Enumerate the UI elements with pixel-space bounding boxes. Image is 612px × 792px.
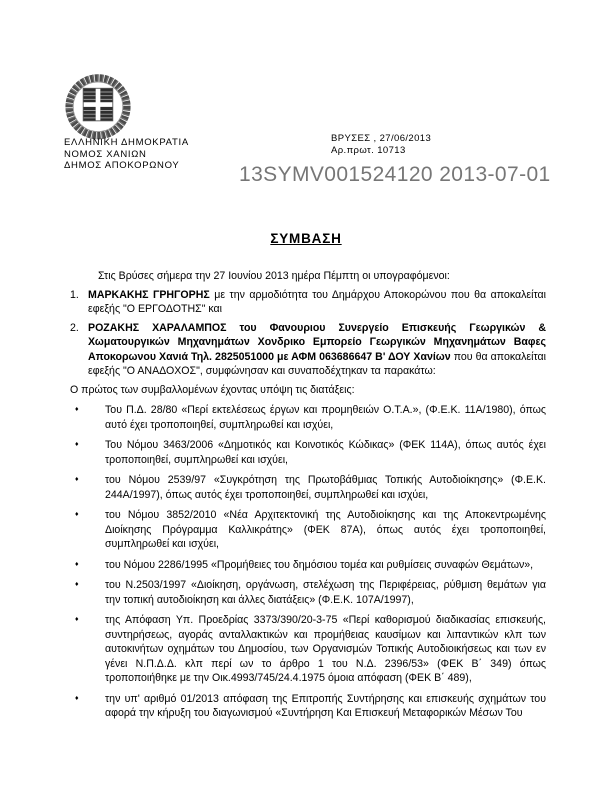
party-item-1 bbox=[70, 288, 546, 317]
prefecture-line: ΝΟΜΟΣ ΧΑΝΙΩΝ bbox=[64, 148, 147, 160]
diamond-bullet-icon: ♦ bbox=[75, 441, 79, 448]
party-text bbox=[88, 321, 546, 379]
protocol-number-line: Αρ.πρωτ. 10713 bbox=[331, 144, 406, 156]
bullet-text: του Ν.2503/1997 «Διοίκηση, οργάνωση, στελέχωση της Περιφέρειας, ρύθμιση θεμάτων για την τοπική αυτοδιοίκηση και άλλες διατάξεις» (Φ.Ε.Κ. 107Α/1997), bbox=[105, 579, 546, 606]
bullet-text: της Απόφαση Υπ. Προεδρίας 3373/390/20-3-75 «Περί καθορισμού διαδικασίας επισκευής, συντηρήσεως, αγοράς ανταλλακτικών και προμήθειας καυσίμων και λιπαντικών κλπ των αυτοκινήτων οχημάτων του Δημοσίου, των Οργανισμών Τοπικής Αυτοδιοικήσεως και των εν γένει Ν.Π.Δ.Δ. κλπ περί ων το άρθρο 1 του Ν.Δ. 2396/53» (ΦΕΚ Β΄ 349) όπως τροποποιήθηκε με την Οικ.4993/745/24.4.1975 όμοια απόφαση (ΦΕΚ Β΄ 489), bbox=[105, 614, 546, 684]
diamond-bullet-icon: ♦ bbox=[75, 581, 79, 588]
party-text bbox=[88, 288, 546, 317]
party-rest: που θα αποκαλείται εφεξής "Ο ΑΝΑΔΟΧΟΣ", συμφώνησαν και συναποδέχτηκαν τα παρακάτω: bbox=[88, 350, 547, 377]
bullet-text: του Νόμου 2539/97 «Συγκρότηση της Πρωτοβάθμιας Τοπικής Αυτοδιοίκησης» (Φ.Ε.Κ. 244Α/1997), όπως αυτός έχει τροποποιηθεί, συμπληρωθεί και ισχύει, bbox=[105, 474, 546, 501]
preamble-paragraph: Ο πρώτος των συμβαλλομένων έχοντας υπόψη τις διατάξεις: bbox=[70, 383, 355, 396]
coat-of-arms-icon bbox=[61, 72, 135, 146]
list-item bbox=[70, 558, 546, 573]
republic-line: ΕΛΛΗΝΙΚΗ ΔΗΜΟΚΡΑΤΙΑ bbox=[64, 137, 189, 148]
legal-provisions-list bbox=[70, 403, 546, 721]
list-item bbox=[70, 692, 546, 721]
party-name-bold: ΜΑΡΚΑΚΗΣ ΓΡΗΓΟΡΗΣ bbox=[88, 288, 210, 301]
list-item bbox=[70, 473, 546, 502]
contract-registry-stamp: 13SYMV001524120 2013-07-01 bbox=[239, 163, 551, 186]
diamond-bullet-icon: ♦ bbox=[75, 511, 79, 518]
municipality-line: ΔΗΜΟΣ ΑΠΟΚΟΡΩΝΟΥ bbox=[64, 160, 180, 171]
list-item bbox=[70, 508, 546, 552]
party-name-bold: ΡΟΖΑΚΗΣ ΧΑΡΑΛΑΜΠΟΣ του Φανουριου Συνεργείο Επισκευής Γεωργικών & Χωματουργικών Μηχανημάτων Χονδρικο Εμπορείο Γεωργικών Μηχανημάτων Βαφες Αποκορωνου Χανιά Τηλ. 2825051000 με ΑΦΜ 063686647 Β' ΔΟΥ Χανίων bbox=[88, 321, 546, 363]
diamond-bullet-icon: ♦ bbox=[75, 694, 79, 702]
party-item-2 bbox=[70, 321, 546, 379]
list-item bbox=[70, 403, 546, 432]
bullet-text: την υπ' αριθμό 01/2013 απόφαση της Επιτροπής Συντήρησης και επισκευής σχημάτων του αφορά την κήρυξη του διαγωνισμού «Συντήρηση Και Επισκευή Μεταφορικών Μέσων Του bbox=[105, 692, 546, 719]
diamond-bullet-icon: ♦ bbox=[75, 406, 79, 413]
intro-paragraph: Στις Βρύσες σήμερα την 27 Ιουνίου 2013 ημέρα Πέμπτη οι υπογραφόμενοι: bbox=[98, 270, 450, 282]
party-number: 2. bbox=[70, 321, 79, 334]
diamond-bullet-icon: ♦ bbox=[75, 616, 79, 623]
header-left-block bbox=[64, 137, 189, 172]
contract-title: ΣΥΜΒΑΣΗ bbox=[270, 231, 342, 246]
diamond-bullet-icon: ♦ bbox=[75, 560, 79, 568]
list-item bbox=[70, 578, 546, 607]
bullet-text: του Νόμου 2286/1995 «Προμήθειες του δημόσιου τομέα και ρυθμίσεις συναφών Θεμάτων», bbox=[105, 558, 534, 571]
diamond-bullet-icon: ♦ bbox=[75, 476, 79, 483]
party-rest: με την αρμοδιότητα του Δημάρχου Αποκορώνου που θα αποκαλείται εφεξής "Ο ΕΡΓΟΔΟΤΗΣ" και bbox=[88, 288, 546, 315]
header-right-block bbox=[331, 133, 431, 156]
place-date-line: ΒΡΥΣΕΣ , 27/06/2013 bbox=[331, 133, 432, 144]
bullet-text: του Νόμου 3852/2010 «Νέα Αρχιτεκτονική της Αυτοδιοίκησης και της Αποκεντρωμένης Διοίκησης Πρόγραμμα Καλλικράτης» (ΦΕΚ 87Α), όπως αυτός έχει τροποποιηθεί, συμπληρωθεί και ισχύει, bbox=[105, 509, 546, 550]
contract-body bbox=[70, 269, 546, 727]
bullet-text: Του Νόμου 3463/2006 «Δημοτικός και Κοινοτικός Κώδικας» (ΦΕΚ 114Α), όπως αυτός έχει τροποποιηθεί, συμπληρωθεί και ισχύει, bbox=[105, 439, 546, 466]
list-item bbox=[70, 613, 546, 686]
list-item bbox=[70, 438, 546, 467]
party-number: 1. bbox=[70, 288, 79, 301]
bullet-text: Του Π.Δ. 28/80 «Περί εκτελέσεως έργων και προμηθειών Ο.Τ.Α.», (Φ.Ε.Κ. 11Α/1980), όπως αυτό έχει τροποποιηθεί, συμπληρωθεί και ισχύει, bbox=[105, 404, 546, 431]
